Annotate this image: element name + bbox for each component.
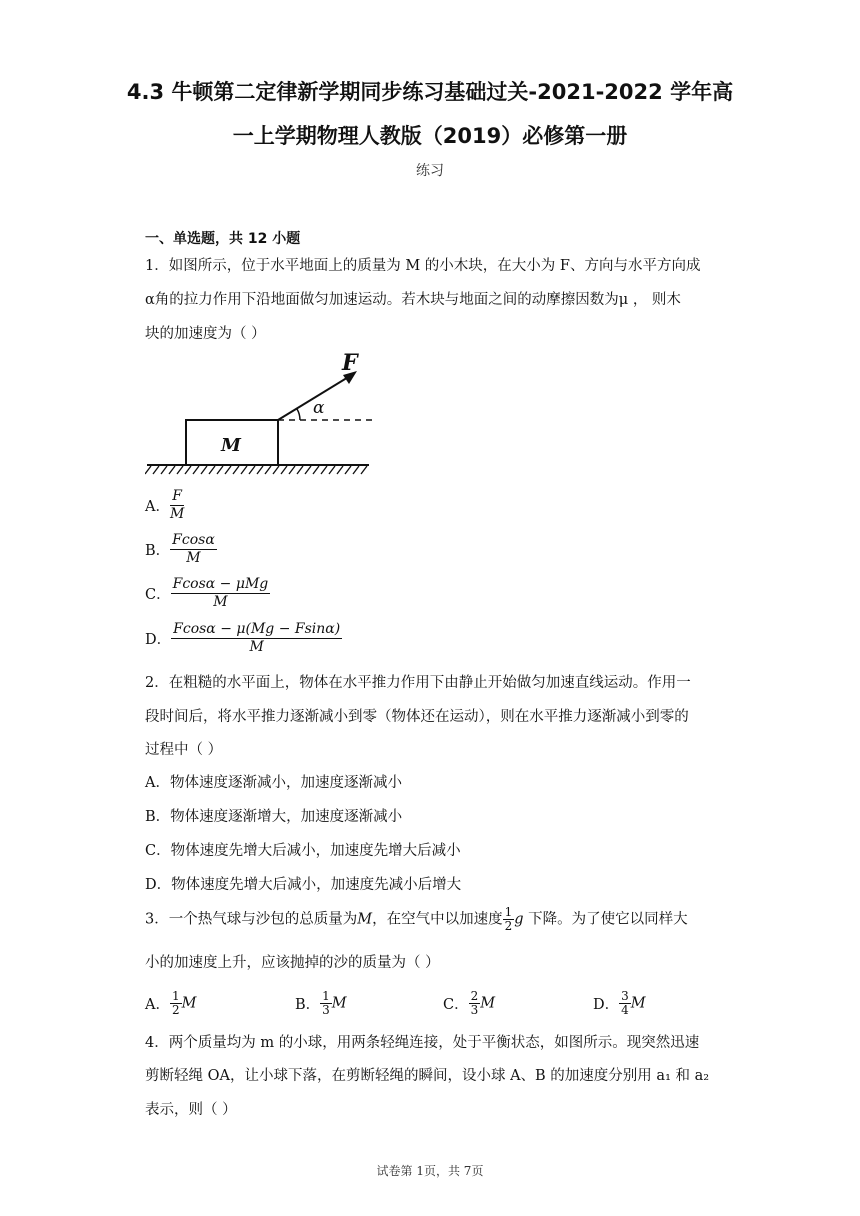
subtitle: 练习	[416, 163, 444, 179]
fraction: $\frac{Fcos\alpha}{M}$	[172, 532, 215, 566]
fraction: $\frac{F}{M}$	[169, 488, 185, 522]
title-line-1: 4.3 牛顿第二定律新学期同步练习基础过关-2021-2022 学年高	[126, 80, 734, 104]
fraction: $\frac{1}{3}$	[322, 989, 330, 1017]
q3-line-2: 小的加速度上升，应该抛掉的沙的质量为（ ）	[145, 955, 440, 971]
block-force-diagram	[145, 348, 375, 478]
q2-option-c[interactable]: C．物体速度先增大后减小，加速度先增大后减小	[145, 843, 461, 859]
fraction: $\frac{\text{Fcosα − μMg}}{M}$	[172, 576, 269, 610]
q1-line-3: 块的加速度为（ ）	[145, 326, 266, 342]
fraction: $\frac{3}{4}$	[621, 989, 629, 1017]
q1-option-d[interactable]: D． $\frac{Fcos\alpha - \mu(Mg - Fsin\alpha)}{M}$	[145, 621, 341, 655]
title-line-2: 一上学期物理人教版（2019）必修第一册	[232, 124, 628, 148]
angle-label: α	[313, 398, 325, 418]
section-heading: 一、单选题，共 12 小题	[145, 231, 301, 247]
q3-option-a[interactable]: A． $\frac{1}{2}$ M	[145, 989, 197, 1017]
q3-option-d[interactable]: D． $\frac{3}{4}$ M	[593, 989, 646, 1017]
q2-line-3: 过程中（ ）	[145, 742, 223, 758]
fraction: $\frac{Fcos\alpha - \mu(Mg - Fsin\alpha)}{M}$	[173, 621, 341, 655]
q2-option-b[interactable]: B．物体速度逐渐增大，加速度逐渐减小	[145, 809, 403, 825]
force-label: F	[342, 350, 358, 376]
fraction: $\frac{1}{2}$	[171, 989, 180, 1017]
q4-line-2: 剪断轻绳 OA，让小球下落，在剪断轻绳的瞬间，设小球 A、B 的加速度分别用 a₁ 和 a₂	[145, 1068, 710, 1084]
fraction: $\frac{2}{3}$	[470, 989, 479, 1017]
page-footer: 试卷第 1页，共 7页	[376, 1164, 484, 1178]
q1-option-a[interactable]: A． $\frac{F}{M}$	[145, 488, 185, 522]
q1-option-b[interactable]: B． $\frac{Fcos\alpha}{M}$	[145, 532, 215, 566]
q3-option-c[interactable]: C． $\frac{2}{3}$ M	[443, 989, 496, 1017]
q1-option-c[interactable]: C． $\frac{\text{Fcosα − μMg}}{M}$	[145, 576, 269, 610]
q3-option-b[interactable]: B． $\frac{1}{3}$ M	[295, 989, 347, 1017]
q1-line-2: α角的拉力作用下沿地面做匀加速运动。若木块与地面之间的动摩擦因数为μ ， 则木	[145, 292, 681, 308]
fraction: $\frac{1}{2}$	[504, 905, 513, 933]
q2-option-a[interactable]: A．物体速度逐渐减小，加速度逐渐减小	[145, 775, 402, 791]
q4-line-1: 4．两个质量均为 m 的小球，用两条轻绳连接，处于平衡状态，如图所示。现突然迅速	[145, 1035, 700, 1051]
q2-option-d[interactable]: D．物体速度先增大后减小，加速度先减小后增大	[145, 877, 462, 893]
q1-line-1: 1．如图所示，位于水平地面上的质量为 M 的小木块，在大小为 F、方向与水平方向成	[145, 258, 701, 274]
q2-line-2: 段时间后，将水平推力逐渐减小到零（物体还在运动），则在水平推力逐渐减小到零的	[145, 709, 689, 725]
block-label: M	[221, 435, 241, 456]
q2-line-1: 2．在粗糙的水平面上，物体在水平推力作用下由静止开始做匀加速直线运动。作用一	[145, 675, 691, 691]
q4-line-3: 表示，则（ ）	[145, 1102, 237, 1118]
q3-line-1: 3．一个热气球与沙包的总质量为M，在空气中以加速度 $\frac{1}{2}$ g 下降。为了使它以同样大	[145, 905, 688, 933]
